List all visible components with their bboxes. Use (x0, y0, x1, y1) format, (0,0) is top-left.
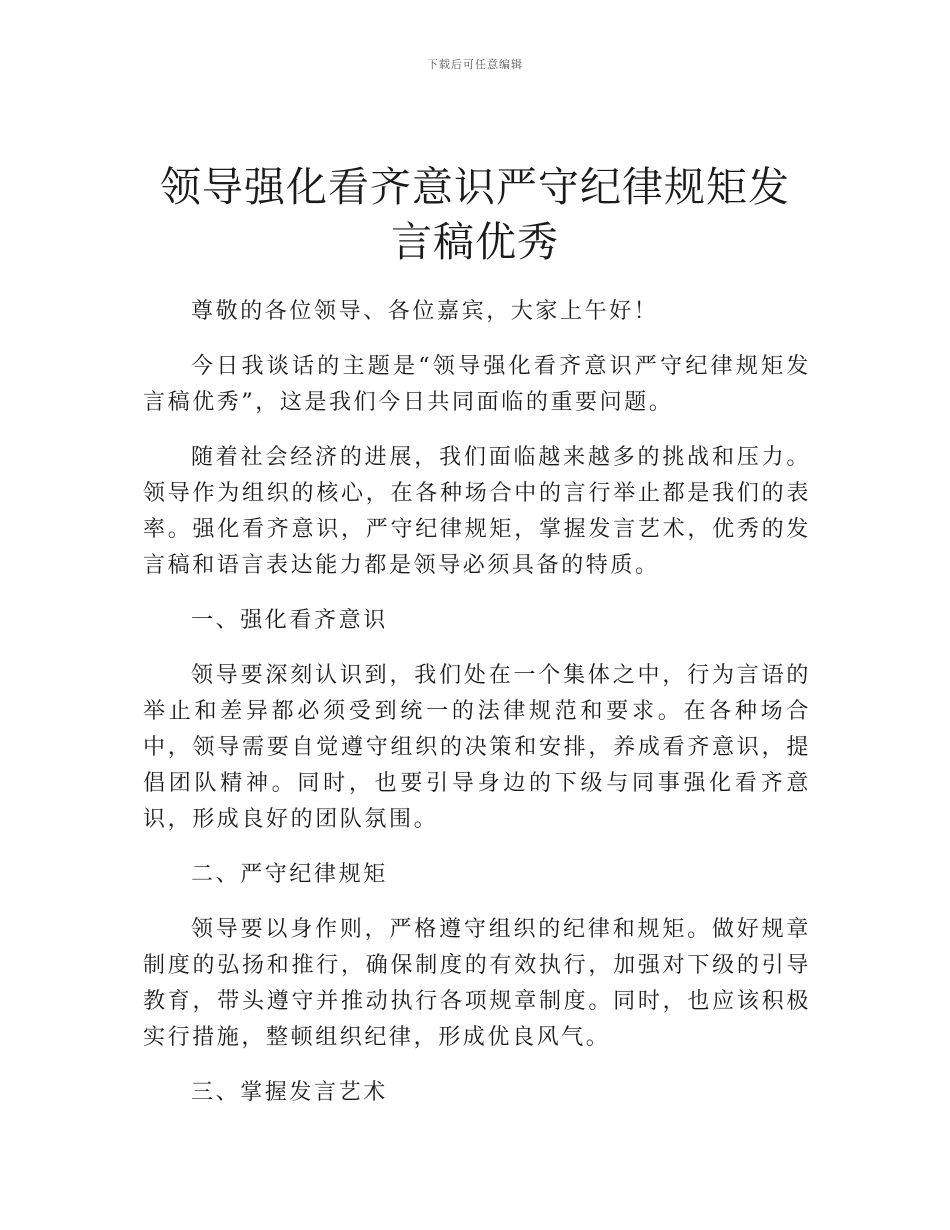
paragraph-topic: 今日我谈话的主题是“领导强化看齐意识严守纪律规矩发言稿优秀”，这是我们今日共同面临的重要问题。 (143, 354, 811, 415)
document-title: 领导强化看齐意识严守纪律规矩发言稿优秀 (160, 163, 790, 266)
paragraph-greeting: 尊敬的各位领导、各位嘉宾，大家上午好！ (191, 299, 659, 324)
paragraph-section-1: 领导要深刻认识到，我们处在一个集体之中，行为言语的举止和差异都必须受到统一的法律规范和要求。在各种场合中，领导需要自觉遵守组织的决策和安排，养成看齐意识，提倡团队精神。同时，也要引导身边的下级与同事强化看齐意识，形成良好的团队氛围。 (143, 663, 811, 832)
paragraph-section-2: 领导要以身作则，严格遵守组织的纪律和规矩。做好规章制度的弘扬和推行，确保制度的有效执行，加强对下级的引导教育，带头遵守并推动执行各项规章制度。同时，也应该积极实行措施，整顿组织纪律，形成优良风气。 (143, 917, 811, 1050)
section-heading-3: 三、掌握发言艺术 (191, 1080, 388, 1105)
header-note: 下载后可任意编辑 (427, 58, 523, 71)
paragraph-background: 随着社会经济的进展，我们面临越来越多的挑战和压力。领导作为组织的核心，在各种场合中的言行举止都是我们的表率。强化看齐意识，严守纪律规矩，掌握发言艺术，优秀的发言稿和语言表达能力都是领导必须具备的特质。 (143, 445, 811, 578)
section-heading-1: 一、强化看齐意识 (191, 608, 388, 633)
section-heading-2: 二、严守纪律规矩 (191, 862, 388, 887)
document-body (143, 294, 811, 1130)
